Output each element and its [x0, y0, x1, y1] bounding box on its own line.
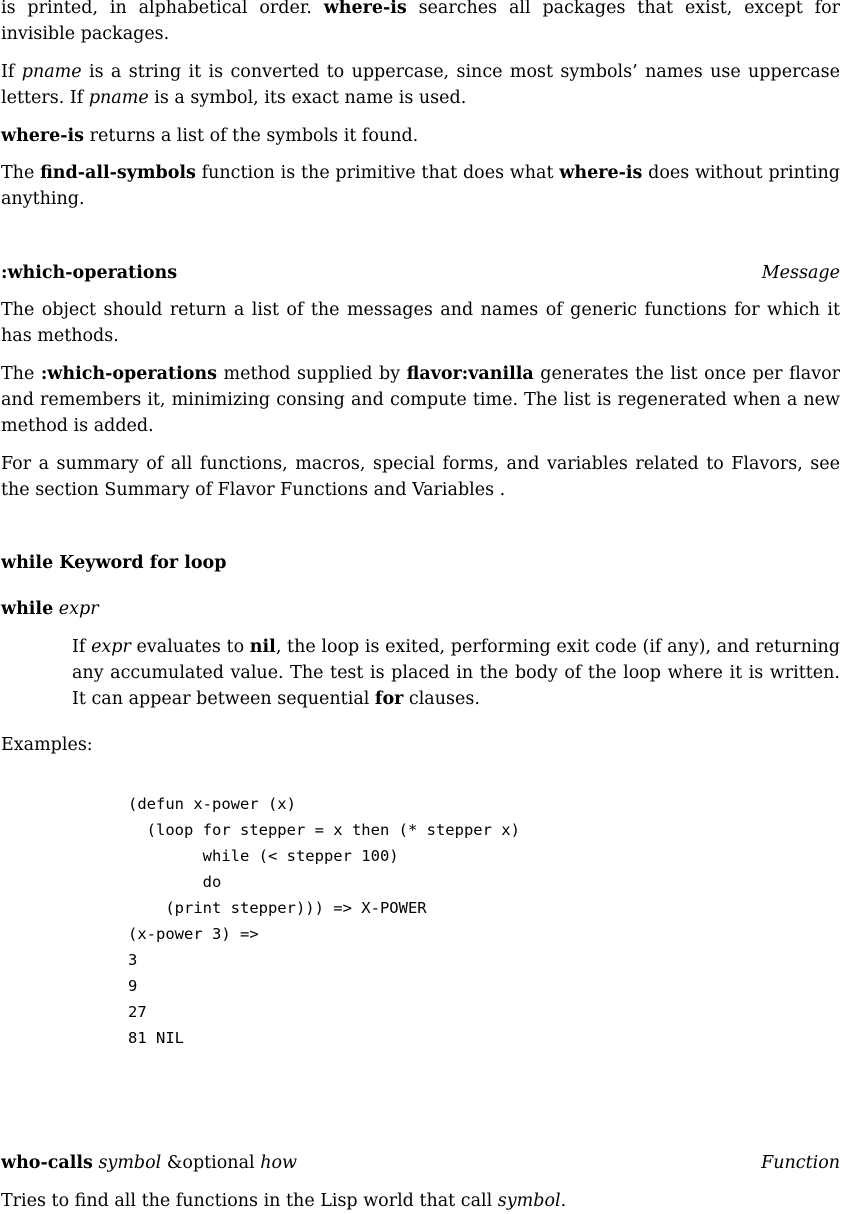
which-operations-paragraph-1: The object should return a list of the messages and names of generic functions for which it has methods. — [1, 300, 840, 346]
where-is-paragraph-3: where-is returns a list of the symbols it found. — [1, 126, 419, 146]
where-is-paragraph-1: is printed, in alphabetical order. where-is searches all packages that exist, except for invisible packages. — [1, 0, 840, 44]
examples-label: Examples: — [1, 735, 93, 755]
who-calls-name: who-calls — [1, 1153, 93, 1173]
where-is-paragraph-4: The find-all-symbols function is the primitive that does what where-is does without printing anything. — [1, 163, 840, 209]
while-description: If expr evaluates to nil, the loop is exited, performing exit code (if any), and returning any accumulated value. The test is placed in the body of the loop where it is written. It can appear between sequential for clauses. — [72, 637, 841, 709]
code-example: (defun x-power (x) (loop for stepper = x then (* stepper x) while (< stepper 100) do (print stepper))) => X-POWER (x-power 3) => 3 9 27 81 NIL — [128, 795, 520, 1047]
who-calls-description: Tries to find all the functions in the Lisp world that call symbol. — [1, 1191, 567, 1211]
who-calls-category: Function — [761, 1153, 840, 1173]
which-operations-name: :which-operations — [1, 263, 178, 283]
which-operations-paragraph-3: For a summary of all functions, macros, special forms, and variables related to Flavors, see the section Summary of Flavor Functions and Variables . — [1, 454, 840, 500]
which-operations-category: Message — [761, 263, 840, 283]
who-calls-header: who-calls symbol &optional how Function — [1, 1150, 840, 1176]
which-operations-paragraph-2: The :which-operations method supplied by flavor:vanilla generates the list once per flavor and remembers it, minimizing consing and compute time. The list is regenerated when a new method is added. — [1, 364, 840, 436]
where-is-paragraph-2: If pname is a string it is converted to uppercase, since most symbols’ names use uppercase letters. If pname is a symbol, its exact name is used. — [1, 62, 841, 108]
while-signature: while expr — [1, 599, 99, 619]
while-heading: while Keyword for loop — [1, 553, 227, 573]
which-operations-header — [1, 260, 840, 286]
